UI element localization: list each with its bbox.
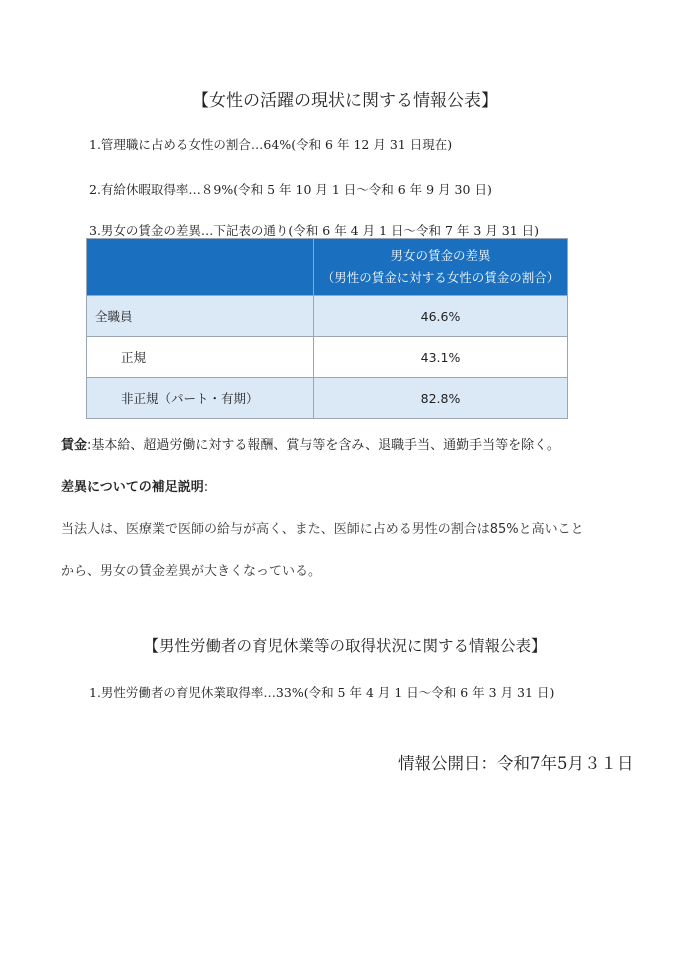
table-row bbox=[87, 296, 568, 337]
row-value-non-regular: 82.8% bbox=[314, 378, 568, 419]
management-ratio-item: 1.管理職に占める女性の割合…64%(令和 6 年 12 月 31 日現在) bbox=[89, 137, 453, 152]
table-row bbox=[87, 337, 568, 378]
section1-title: 【女性の活躍の現状に関する情報公表】 bbox=[192, 91, 498, 111]
table-header-line1: 男女の賃金の差異 bbox=[390, 248, 491, 263]
wage-term: 賃金 bbox=[61, 438, 88, 453]
paid-leave-rate-item: 2.有給休暇取得率…８9%(令和 5 年 10 月 1 日〜令和 6 年 9 月 30 日) bbox=[89, 182, 492, 197]
publication-date: 情報公開日：令和7年5月３１日 bbox=[398, 754, 634, 773]
supplement-line-1: 当法人は、医療業で医師の給与が高く、また、医師に占める男性の割合は85%と高いこと bbox=[61, 522, 584, 537]
wage-gap-item: 3.男女の賃金の差異…下記表の通り(令和 6 年 4 月 1 日〜令和 7 年 3 月 31 日) bbox=[89, 223, 540, 238]
supplement-heading-text: 差異についての補足説明 bbox=[61, 480, 204, 495]
table-header-empty-cell bbox=[87, 239, 314, 296]
row-value-regular: 43.1% bbox=[314, 337, 568, 378]
section2-title: 【男性労働者の育児休業等の取得状況に関する情報公表】 bbox=[143, 637, 547, 655]
row-label-all-staff: 全職員 bbox=[87, 296, 314, 337]
wage-definition-note bbox=[61, 434, 560, 453]
table-header-line2: （男性の賃金に対する女性の賃金の割合） bbox=[321, 270, 560, 285]
supplement-line-2: から、男女の賃金差異が大きくなっている。 bbox=[61, 564, 322, 579]
table-row bbox=[87, 378, 568, 419]
table-header-cell bbox=[314, 239, 568, 296]
row-value-all-staff: 46.6% bbox=[314, 296, 568, 337]
childcare-leave-rate-item: 1.男性労働者の育児休業取得率…33%(令和 5 年 4 月 1 日〜令和 6 年 3 月 31 日) bbox=[89, 685, 555, 700]
row-label-regular: 正規 bbox=[87, 337, 314, 378]
row-label-non-regular: 非正規（パート・有期） bbox=[87, 378, 314, 419]
wage-definition-text: :基本給、超過労働に対する報酬、賞与等を含み、退職手当、通勤手当等を除く。 bbox=[87, 438, 560, 453]
wage-gap-table bbox=[86, 238, 568, 419]
table-header-row bbox=[87, 239, 568, 296]
supplement-heading-colon: : bbox=[203, 480, 209, 495]
supplement-heading bbox=[61, 476, 208, 495]
